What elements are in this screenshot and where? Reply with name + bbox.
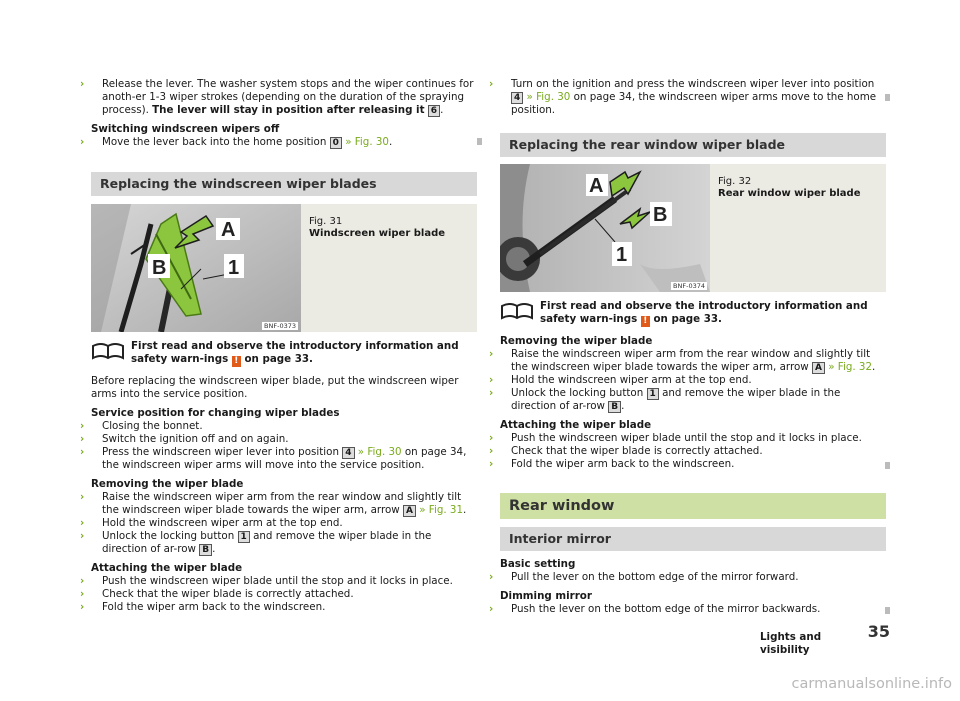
note-read-first: First read and observe the introductory information and safety warn-ings ! on page 33. — [91, 340, 477, 367]
fig31-label-a: A — [221, 219, 236, 241]
link-fig-30[interactable]: » Fig. 30 — [345, 136, 389, 148]
key-a: A — [403, 505, 416, 517]
figure-32-number: Fig. 32 — [718, 176, 752, 187]
step-move-lever: › Move the lever back into the home position 0 » Fig. 30. — [80, 136, 393, 148]
attaching-step-1: › Push the windscreen wiper blade until the stop and it locks in place. — [80, 575, 453, 587]
fig31-label-b: B — [152, 257, 167, 279]
attaching-step-3: › Fold the wiper arm back to the windscreen. — [500, 458, 886, 471]
service-step-2: › Switch the ignition off and on again. — [80, 433, 289, 445]
right-column — [489, 78, 886, 616]
end-marker — [885, 462, 890, 469]
key-0: 0 — [330, 137, 342, 149]
bullet-arrow: › — [489, 348, 494, 360]
warning-icon: ! — [232, 356, 241, 367]
bullet-arrow: › — [489, 374, 494, 386]
heading-attaching: Attaching the wiper blade — [91, 562, 243, 574]
heading-dimming-mirror: Dimming mirror — [500, 590, 592, 602]
attaching-step-1: › Push the windscreen wiper blade until the stop and it locks in place. — [489, 432, 862, 444]
removing-step-1: › Raise the windscreen wiper arm from the rear window and slightly tilt the windscreen wiper blade towards the wiper arm, arrow A » Fig. 32. — [489, 348, 876, 373]
link-fig-30[interactable]: » Fig. 30 — [526, 91, 571, 103]
figure-32-caption — [718, 176, 860, 200]
paragraph-turn-on-ignition: › Turn on the ignition and press the windscreen wiper lever into position 4 » Fig. 30 on page 34, the windscreen wiper arms move to the home position. — [489, 78, 877, 116]
figure-31-title: Windscreen wiper blade — [309, 228, 446, 239]
key-4: 4 — [511, 92, 523, 104]
key-1: 1 — [238, 531, 250, 543]
key-6: 6 — [428, 105, 440, 117]
bullet-arrow: › — [80, 433, 85, 445]
figure-31-caption — [309, 216, 445, 240]
book-icon — [500, 300, 534, 322]
fig31-label-1: 1 — [228, 257, 240, 279]
figure-32 — [500, 164, 886, 292]
note-read-first: First read and observe the introductory information and safety warn-ings ! on page 33. — [500, 300, 886, 327]
footer-section-name: Lights and visibility — [760, 631, 822, 656]
service-step-3: › Press the windscreen wiper lever into position 4 » Fig. 30 on page 34, the windscreen wiper arms will move into the service position. — [80, 446, 467, 471]
key-b: B — [199, 544, 212, 556]
bullet-arrow: › — [489, 571, 494, 583]
bullet-arrow: › — [80, 420, 85, 432]
chapter-heading-rear-window: Rear window — [500, 493, 886, 519]
heading-removing: Removing the wiper blade — [500, 335, 653, 347]
section-heading-windscreen-blades: Replacing the windscreen wiper blades — [91, 172, 477, 196]
link-fig-30[interactable]: » Fig. 30 — [357, 446, 402, 458]
fig32-label-1: 1 — [616, 244, 628, 266]
bullet-arrow: › — [80, 517, 85, 529]
bullet-arrow: › — [489, 445, 494, 457]
bullet-arrow: › — [489, 458, 494, 470]
bullet-arrow: › — [489, 432, 494, 444]
figure-32-code: BNF-0374 — [673, 282, 705, 290]
heading-attaching: Attaching the wiper blade — [500, 419, 652, 431]
removing-step-1: › Raise the windscreen wiper arm from the rear window and slightly tilt the windscreen wiper blade towards the wiper arm, arrow A » Fig. 31. — [80, 491, 467, 516]
watermark: carmanualsonline.info — [791, 676, 952, 692]
figure-31 — [91, 204, 477, 332]
attaching-step-2: › Check that the wiper blade is correctly attached. — [80, 588, 354, 600]
removing-step-3: › Unlock the locking button 1 and remove the wiper blade in the direction of ar-row B . — [489, 387, 841, 412]
intro-paragraph: Before replacing the windscreen wiper blade, put the windscreen wiper arms into the service position. — [91, 375, 459, 400]
figure-31-image — [91, 204, 301, 332]
bullet-arrow: › — [489, 387, 494, 399]
left-column — [80, 78, 477, 614]
bullet-arrow: › — [80, 136, 85, 148]
fig32-label-a: A — [589, 175, 604, 197]
bullet-arrow: › — [80, 78, 85, 90]
bullet-arrow: › — [80, 601, 85, 613]
key-4: 4 — [342, 447, 354, 459]
heading-service-position: Service position for changing wiper blades — [91, 407, 340, 419]
figure-31-number: Fig. 31 — [309, 216, 343, 227]
end-marker — [885, 94, 890, 101]
service-step-1: › Closing the bonnet. — [80, 420, 203, 432]
bullet-arrow: › — [489, 603, 494, 615]
heading-removing: Removing the wiper blade — [91, 478, 244, 490]
figure-32-image — [500, 164, 710, 292]
bullet-arrow: › — [80, 588, 85, 600]
figure-31-code: BNF-0373 — [264, 322, 296, 330]
dimming-step: › Push the lever on the bottom edge of the mirror backwards. — [500, 603, 886, 616]
removing-step-2: › Hold the windscreen wiper arm at the top end. — [80, 517, 343, 529]
section-heading-rear-blade: Replacing the rear window wiper blade — [500, 133, 886, 157]
removing-step-2: › Hold the windscreen wiper arm at the top end. — [489, 374, 752, 386]
bullet-arrow: › — [80, 446, 85, 458]
bullet-arrow: › — [80, 530, 85, 542]
basic-step: › Pull the lever on the bottom edge of the mirror forward. — [489, 571, 799, 583]
paragraph-release-lever: › Release the lever. The washer system stops and the wiper continues for anoth-er 1-3 wiper strokes (depending on the duration of the spraying process). The lever will stay in position after releasing it 6 . — [80, 78, 474, 116]
key-a: A — [812, 362, 825, 374]
subchapter-heading-interior-mirror: Interior mirror — [500, 527, 886, 551]
key-b: B — [608, 401, 621, 413]
bullet-arrow: › — [80, 491, 85, 503]
fig32-label-b: B — [653, 204, 668, 226]
heading-switching-off: Switching windscreen wipers off — [91, 123, 280, 135]
book-icon — [91, 340, 125, 362]
heading-basic-setting: Basic setting — [500, 558, 576, 570]
figure-32-title: Rear window wiper blade — [718, 188, 861, 199]
attaching-step-2: › Check that the wiper blade is correctly attached. — [489, 445, 763, 457]
link-fig-31[interactable]: » Fig. 31 — [419, 504, 464, 516]
attaching-step-3: › Fold the wiper arm back to the windscreen. — [80, 601, 326, 613]
key-1: 1 — [647, 388, 659, 400]
link-fig-32[interactable]: » Fig. 32 — [828, 361, 873, 373]
end-marker — [885, 607, 890, 614]
page-number: 35 — [867, 622, 890, 641]
end-marker — [477, 138, 482, 145]
bullet-arrow: › — [489, 78, 494, 90]
removing-step-3: › Unlock the locking button 1 and remove the wiper blade in the direction of ar-row B . — [80, 530, 432, 555]
bullet-arrow: › — [80, 575, 85, 587]
warning-icon: ! — [641, 316, 650, 327]
